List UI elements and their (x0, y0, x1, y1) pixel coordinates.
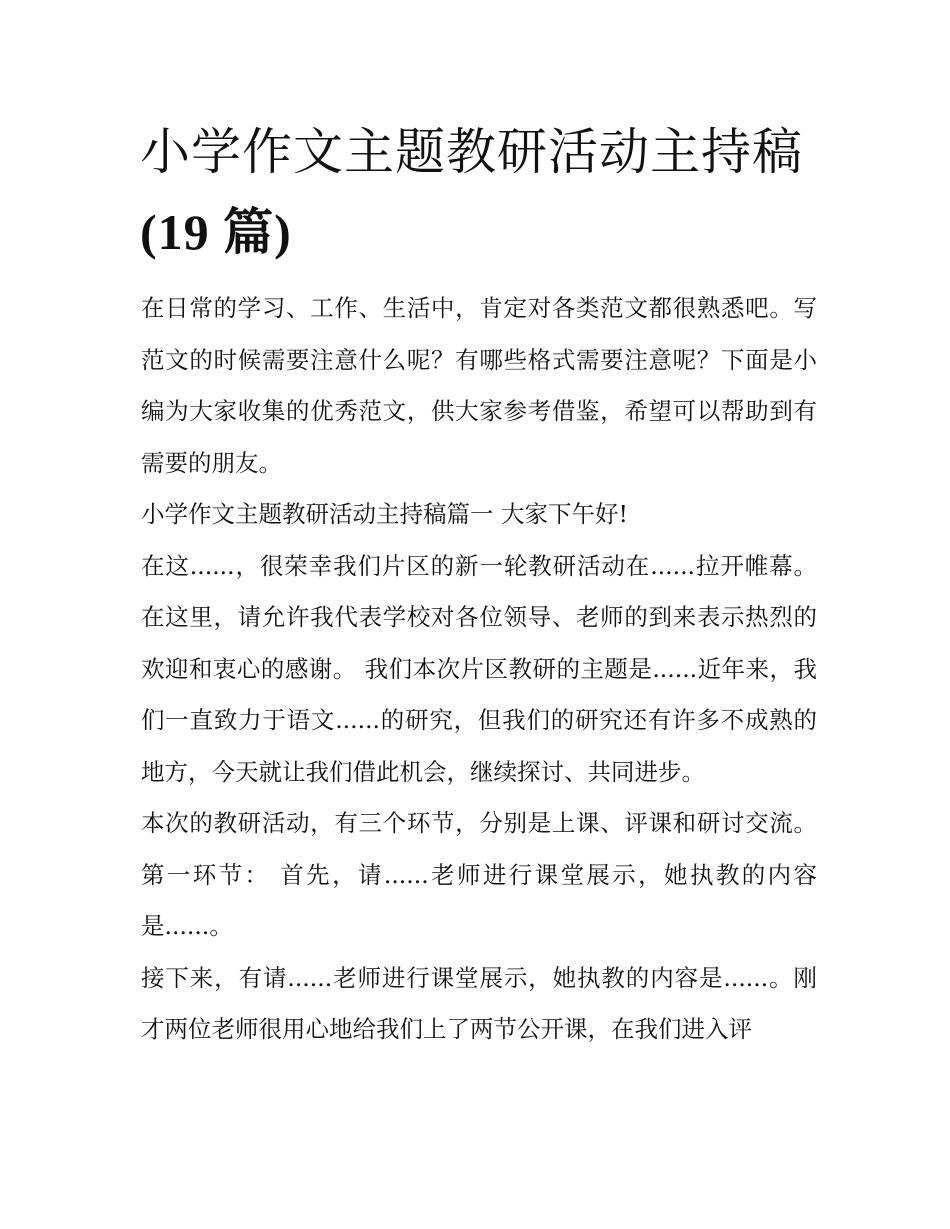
paragraph-opening: 在这......，很荣幸我们片区的新一轮教研活动在......拉开帷幕。在这里，请允许我代表学校对各位领导、老师的到来表示热烈的欢迎和衷心的感谢。 我们本次片区教研的主题是......近年来，我们一直致力于语文......的研究，但我们的研究还有许多不成熟的地方，今天就让我们借此机会，继续探讨、共同进步。 (141, 551, 817, 786)
title-count: (19 篇) (140, 204, 292, 260)
paragraph-intro: 在日常的学习、工作、生活中，肯定对各类范文都很熟悉吧。写范文的时候需要注意什么呢？有哪些格式需要注意呢？下面是小编为大家收集的优秀范文，供大家参考借鉴，希望可以帮助到有需要的朋友。 (141, 294, 817, 477)
paragraph-greeting: 小学作文主题教研活动主持稿篇一 大家下午好! (141, 500, 628, 528)
paragraph-next: 接下来，有请......老师进行课堂展示，她执教的内容是......。刚才两位老师很用心地给我们上了两节公开课，在我们进入评 (141, 963, 817, 1043)
document-body (141, 283, 817, 1056)
document-title (140, 112, 830, 272)
title-main: 小学作文主题教研活动主持稿 (140, 123, 803, 181)
paragraph-agenda: 本次的教研活动，有三个环节，分别是上课、评课和研讨交流。 第一环节： 首先，请......老师进行课堂展示，她执教的内容是......。 (141, 809, 817, 940)
